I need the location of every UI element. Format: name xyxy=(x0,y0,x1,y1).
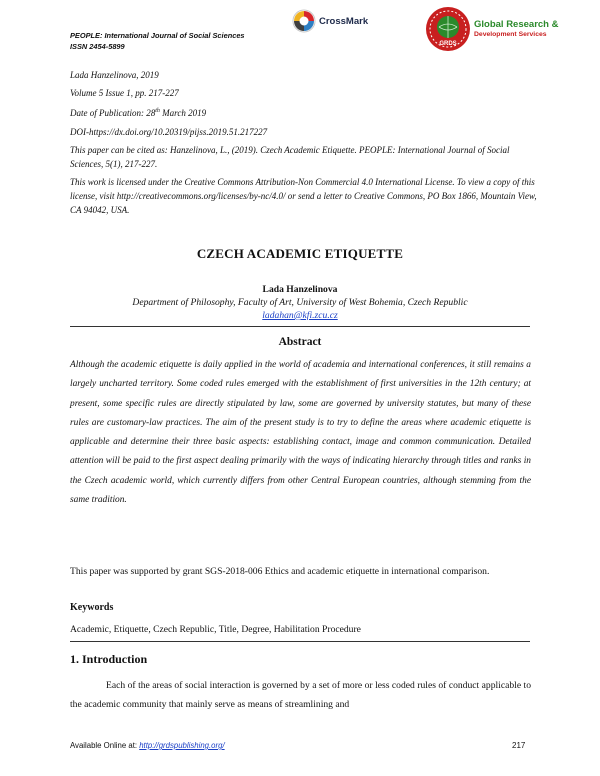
grds-subtitle: Development Services xyxy=(474,31,547,38)
journal-issn: ISSN 2454-5899 xyxy=(70,42,125,51)
page-number: 217 xyxy=(512,741,526,750)
keywords-heading: Keywords xyxy=(70,602,114,613)
journal-header xyxy=(70,30,245,52)
paper-title: CZECH ACADEMIC ETIQUETTE xyxy=(196,246,404,261)
divider xyxy=(70,641,530,642)
grant-acknowledgement: This paper was supported by grant SGS-2018-006 Ethics and academic etiquette in international comparison. xyxy=(70,566,490,577)
section-heading-introduction: 1. Introduction xyxy=(70,652,148,666)
introduction-paragraph: Each of the areas of social interaction is governed by a set of more or less coded rules of conduct applicable to the academic community that mainly serve as means of streamlining and xyxy=(70,680,531,711)
grds-name: Global Research & xyxy=(474,19,559,30)
journal-name: PEOPLE: International Journal of Social Sciences xyxy=(70,31,245,40)
crossmark-icon xyxy=(292,9,316,33)
article-meta xyxy=(70,68,540,221)
meta-volume: Volume 5 Issue 1, pp. 217-227 xyxy=(70,88,179,99)
crossmark-badge[interactable] xyxy=(292,9,368,33)
divider xyxy=(70,326,530,327)
meta-author-year: Lada Hanzelinova, 2019 xyxy=(70,70,159,80)
grds-seal-icon xyxy=(425,6,471,52)
author-affiliation: Department of Philosophy, Faculty of Art, University of West Bohemia, Czech Republic xyxy=(132,297,468,308)
footer-publisher-link[interactable]: http://grdspublishing.org/ xyxy=(139,741,225,750)
footer-availability xyxy=(70,741,225,750)
meta-date: Date of Publication: 28th March 2019 xyxy=(70,108,207,119)
footer-label: Available Online at: xyxy=(70,741,140,750)
meta-license: This work is licensed under the Creative Commons Attribution-Non Commercial 4.0 International License. To view a copy of this license, visit http://creativecommons.org/licenses/by-nc/4.0/ or send a letter to Creative Commons, PO Box 1866, Mountain View, CA 94042, USA. xyxy=(70,176,537,215)
keywords-list: Academic, Etiquette, Czech Republic, Title, Degree, Habilitation Procedure xyxy=(70,624,361,635)
grds-badge-text: GRDS xyxy=(439,41,457,47)
author-block xyxy=(70,283,530,322)
author-name: Lada Hanzelinova xyxy=(262,284,338,295)
meta-citation: This paper can be cited as: Hanzelinova, L., (2019). Czech Academic Etiquette. PEOPLE: International Journal of Social Sciences, 5(1), 217-227. xyxy=(70,144,510,169)
crossmark-label: CrossMark xyxy=(319,15,369,27)
abstract-body: Although the academic etiquette is daily applied in the world of academia and international conferences, it still remains a largely uncharted territory. Some coded rules emerged with the establishment of first universities in the 12th century; at present, some specific rules are directly stipulated by law, some are governed by university statutes, but many of these rules are customary-law practices. The aim of the present study is to try to define the areas where academic etiquette is applicable and determine their three basic aspects: establishing contact, image and common communication. Detailed attention will be paid to the first aspect dealing primarily with the ways of indicating hierarchy through titles and ranks in the Czech academic world, which currently differs from other Central European countries, although stemming from the same tradition. xyxy=(70,360,531,506)
grds-logo-block xyxy=(425,6,558,52)
meta-doi: DOI-https://dx.doi.org/10.20319/pijss.2019.51.217227 xyxy=(70,126,268,137)
author-email-link[interactable]: ladahan@kfi.zcu.cz xyxy=(262,310,338,321)
abstract-heading: Abstract xyxy=(278,336,322,348)
